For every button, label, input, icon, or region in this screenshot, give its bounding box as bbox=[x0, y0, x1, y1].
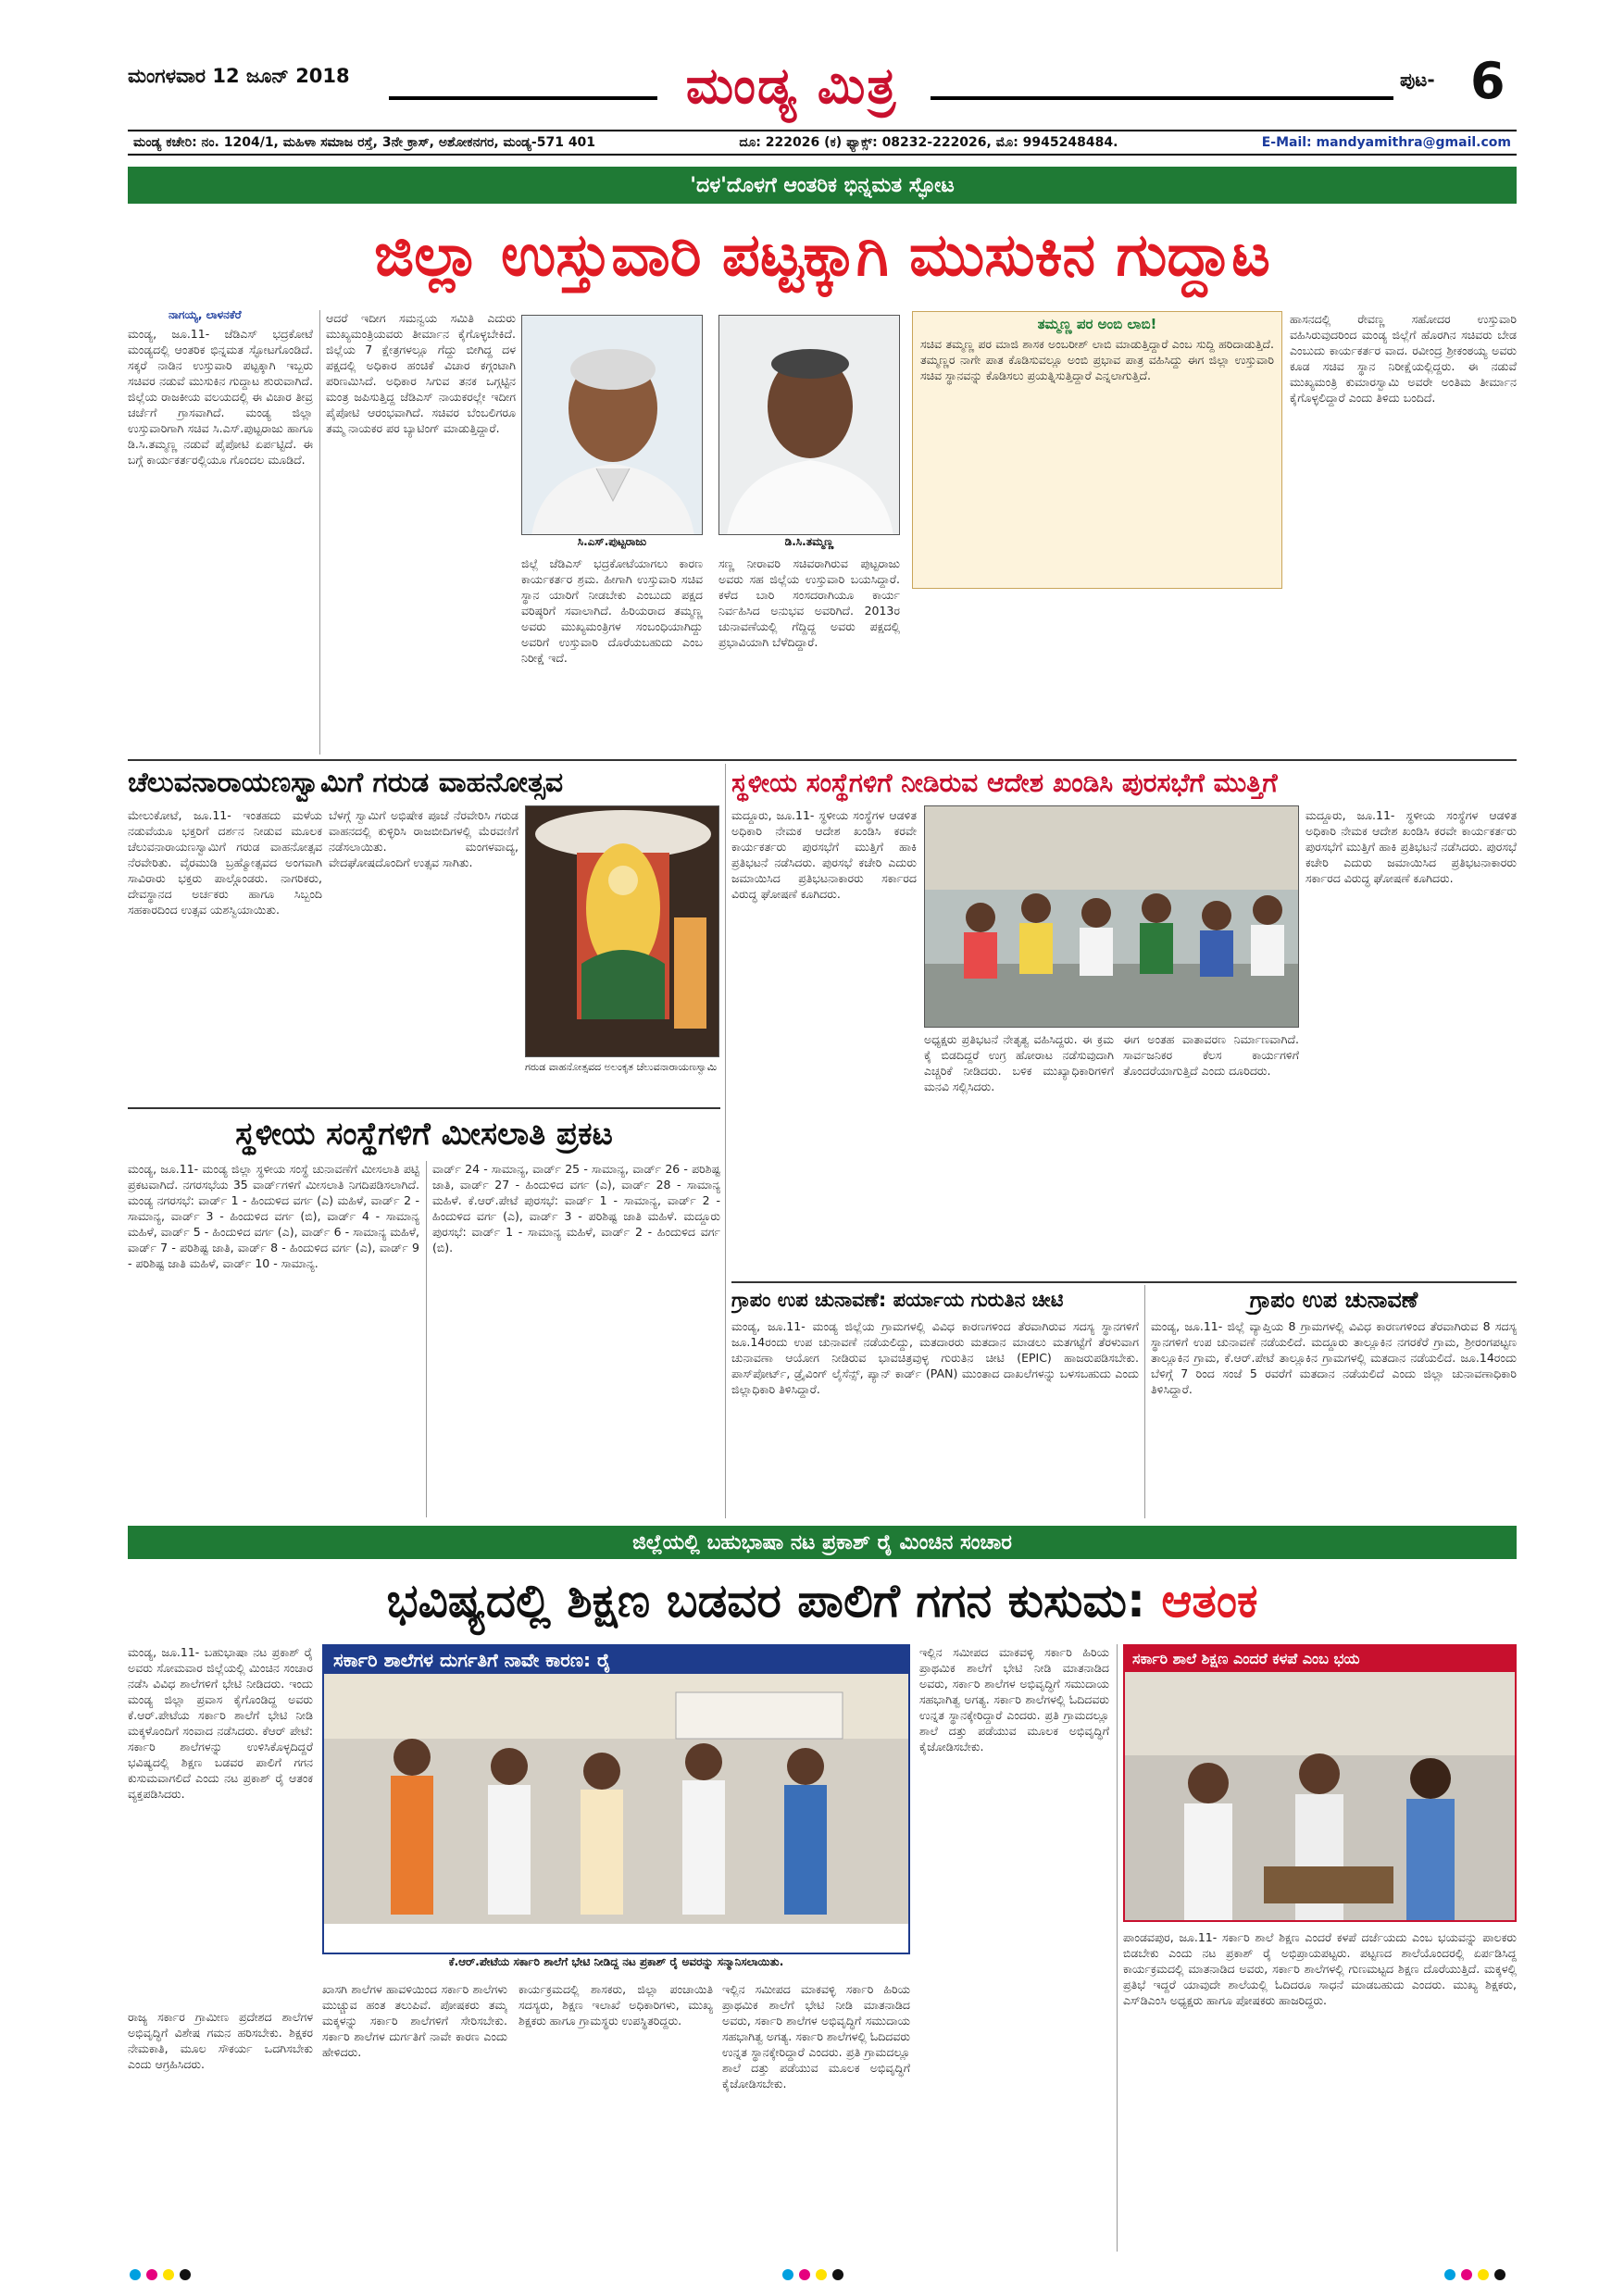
registration-dot bbox=[799, 2269, 810, 2280]
reservation-text-col2: ವಾರ್ಡ್ 24 - ಸಾಮಾನ್ಯ, ವಾರ್ಡ್ 25 - ಸಾಮಾನ್ಯ, ವಾರ್ಡ್ 26 - ಪರಿಶಿಷ್ಟ ಜಾತಿ, ವಾರ್ಡ್ 27 - ಹಿಂದುಳಿದ ವರ್ಗ (ಎ), ವಾರ್ಡ್ 28 - ಸಾಮಾನ್ಯ ಮಹಿಳೆ. ಕೆ.ಆರ್.ಪೇಟೆ ಪುರಸಭೆ: ವಾರ್ಡ್ 1 - ಸಾಮಾನ್ಯ, ವಾರ್ಡ್ 2 - ಹಿಂದುಳಿದ ವರ್ಗ (ಎ), ವಾರ್ಡ್ 3 - ಪರಿಶಿಷ್ಟ ಜಾತಿ ಮಹಿಳೆ. ಮದ್ದೂರು ಪುರಸಭೆ: ವಾರ್ಡ್ 1 - ಸಾಮಾನ್ಯ ಮಹಿಳೆ, ವಾರ್ಡ್ 2 - ಹಿಂದುಳಿದ ವರ್ಗ (ಬಿ). bbox=[432, 1162, 720, 1254]
portrait-tammanna bbox=[718, 315, 900, 535]
registration-dot bbox=[130, 2269, 141, 2280]
registration-dot bbox=[180, 2269, 191, 2280]
garuda-photo bbox=[525, 805, 719, 1057]
lower-story-kicker-text: ಜಿಲ್ಲೆಯಲ್ಲಿ ಬಹುಭಾಷಾ ನಟ ಪ್ರಕಾಶ್ ರೈ ಮಿಂಚಿನ ಸಂಚಾರ bbox=[632, 1530, 1012, 1554]
inner-story-title: ಸರ್ಕಾರಿ ಶಾಲೆಗಳ ದುರ್ಗತಿಗೆ ನಾವೇ ಕಾರಣ: ರೈ bbox=[324, 1646, 908, 1674]
protest-text-col1: ಮದ್ದೂರು, ಜೂ.11- ಸ್ಥಳೀಯ ಸಂಸ್ಥೆಗಳ ಆಡಳಿತ ಅಧಿಕಾರಿ ನೇಮಕ ಆದೇಶ ಖಂಡಿಸಿ ಕರವೇ ಕಾರ್ಯಕರ್ತರು ಪುರಸಭೆಗೆ ಮುತ್ತಿಗೆ ಹಾಕಿ ಪ್ರತಿಭಟನೆ ನಡೆಸಿದರು. ಪುರಸಭೆ ಕಚೇರಿ ಎದುರು ಜಮಾಯಿಸಿದ ಪ್ರತಿಭಟನಾಕಾರರು ಸರ್ಕಾರದ ವಿರುದ್ಧ ಘೋಷಣೆ ಕೂಗಿದರು. bbox=[731, 808, 917, 901]
top-story-col5: ಹಾಸನದಲ್ಲಿ ರೇವಣ್ಣ ಸಹೋದರ ಉಸ್ತುವಾರಿ ವಹಿಸಿರುವುದರಿಂದ ಮಂಡ್ಯ ಜಿಲ್ಲೆಗೆ ಹೊರಗಿನ ಸಚಿವರು ಬೇಡ ಎಂಬುದು ಕಾರ್ಯಕರ್ತರ ವಾದ. ರವೀಂದ್ರ ಶ್ರೀಕಂಠಯ್ಯ ಅವರು ಕೂಡ ಸಚಿವ ಸ್ಥಾನ ನಿರೀಕ್ಷೆಯಲ್ಲಿದ್ದರು. ಈ ನಡುವೆ ಮುಖ್ಯಮಂತ್ರಿ ಕುಮಾರಸ್ವಾಮಿ ಅವರೇ ಅಂತಿಮ ತೀರ್ಮಾನ ಕೈಗೊಳ್ಳಲಿದ್ದಾರೆ ಎಂದು ತಿಳಿದು ಬಂದಿದೆ. bbox=[1290, 312, 1517, 405]
registration-marks-center bbox=[782, 2266, 849, 2284]
page-number: 6 bbox=[1470, 52, 1505, 110]
top-story-headline: ಜಿಲ್ಲಾ ಉಸ್ತುವಾರಿ ಪಟ್ಟಕ್ಕಾಗಿ ಮುಸುಕಿನ ಗುದ್ದಾಟ bbox=[374, 221, 1270, 290]
registration-marks-left bbox=[130, 2266, 196, 2284]
registration-marks-right bbox=[1444, 2266, 1511, 2284]
bypoll-headline: ಗ್ರಾಪಂ ಉಪ ಚುನಾವಣೆ bbox=[1249, 1287, 1418, 1313]
lower-story-kicker bbox=[128, 1526, 1517, 1559]
portrait-tammanna-caption: ಡಿ.ಸಿ.ತಮ್ಮಣ್ಣ bbox=[718, 535, 900, 552]
registration-dot bbox=[146, 2269, 157, 2280]
protest-photo bbox=[924, 805, 1299, 1028]
inner-story-box bbox=[322, 1644, 910, 1954]
portrait-puttaraju-image bbox=[522, 316, 703, 535]
top-story-col2: ಆದರೆ ಇದೀಗ ಸಮನ್ವಯ ಸಮಿತಿ ಎದುರು ಮುಖ್ಯಮಂತ್ರಿಯವರು ತೀರ್ಮಾನ ಕೈಗೊಳ್ಳಬೇಕಿದೆ. ಜಿಲ್ಲೆಯ 7 ಕ್ಷೇತ್ರಗಳಲ್ಲೂ ಗೆದ್ದು ಬೀಗಿದ್ದ ದಳ ಪಕ್ಷದಲ್ಲಿ ಅಧಿಕಾರ ಹಂಚಿಕೆ ವಿಚಾರ ಕಗ್ಗಂಟಾಗಿ ಪರಿಣಮಿಸಿದೆ. ಅಧಿಕಾರ ಸಿಗುವ ತನಕ ಒಗ್ಗಟ್ಟಿನ ಮಂತ್ರ ಜಪಿಸುತ್ತಿದ್ದ ಜೆಡಿಎಸ್ ನಾಯಕರಲ್ಲೇ ಇದೀಗ ಪೈಪೋಟಿ ಆರಂಭವಾಗಿದೆ. ಸಚಿವರ ಬೆಂಬಲಿಗರೂ ತಮ್ಮ ನಾಯಕರ ಪರ ಬ್ಯಾಟಿಂಗ್ ಮಾಡುತ್ತಿದ್ದಾರೆ. bbox=[326, 311, 516, 435]
lobby-sidebar-title: ತಮ್ಮಣ್ಣ ಪರ ಅಂಬಿ ಲಾಬಿ! bbox=[1037, 316, 1157, 332]
registration-dot bbox=[832, 2269, 843, 2280]
office-address: ಮಂಡ್ಯ ಕಚೇರಿ: ನಂ. 1204/1, ಮಹಿಳಾ ಸಮಾಜ ರಸ್ತೆ, 3ನೇ ಕ್ರಾಸ್, ಅಶೋಕನಗರ, ಮಂಡ್ಯ-571 401 bbox=[133, 135, 596, 150]
right-story-photo bbox=[1125, 1672, 1515, 1920]
registration-dot bbox=[1444, 2269, 1455, 2280]
top-story-kicker bbox=[128, 167, 1517, 204]
section-divider bbox=[731, 1281, 1517, 1283]
right-story-box bbox=[1123, 1644, 1517, 1922]
registration-dot bbox=[816, 2269, 827, 2280]
registration-dot bbox=[163, 2269, 174, 2280]
inner-story-caption: ಕೆ.ಆರ್.ಪೇಟೆಯ ಸರ್ಕಾರಿ ಶಾಲೆಗೆ ಭೇಟಿ ನೀಡಿದ್ದ ನಟ ಪ್ರಕಾಶ್ ರೈ ಅವರನ್ನು ಸನ್ಮಾನಿಸಲಾಯಿತು. bbox=[322, 1955, 910, 1974]
lower-story-col1b: ರಾಜ್ಯ ಸರ್ಕಾರ ಗ್ರಾಮೀಣ ಪ್ರದೇಶದ ಶಾಲೆಗಳ ಅಭಿವೃದ್ಧಿಗೆ ವಿಶೇಷ ಗಮನ ಹರಿಸಬೇಕು. ಶಿಕ್ಷಕರ ನೇಮಕಾತಿ, ಮೂಲ ಸೌಕರ್ಯ ಒದಗಿಸಬೇಕು ಎಂದು ಆಗ್ರಹಿಸಿದರು. bbox=[128, 2010, 313, 2071]
masthead-rule-left bbox=[389, 96, 657, 100]
garuda-photo-image bbox=[526, 806, 719, 1057]
lower-story-col2: ಖಾಸಗಿ ಶಾಲೆಗಳ ಹಾವಳಿಯಿಂದ ಸರ್ಕಾರಿ ಶಾಲೆಗಳು ಮುಚ್ಚುವ ಹಂತ ತಲುಪಿವೆ. ಪೋಷಕರು ತಮ್ಮ ಮಕ್ಕಳನ್ನು ಸರ್ಕಾರಿ ಶಾಲೆಗಳಿಗೆ ಸೇರಿಸಬೇಕು. ಸರ್ಕಾರಿ ಶಾಲೆಗಳ ದುರ್ಗತಿಗೆ ನಾವೇ ಕಾರಣ ಎಂದು ಹೇಳಿದರು. bbox=[322, 1982, 507, 2059]
lower-story-col4a: ಇಲ್ಲಿನ ಸಮೀಪದ ಮಾಕವಳ್ಳಿ ಸರ್ಕಾರಿ ಹಿರಿಯ ಪ್ರಾಥಮಿಕ ಶಾಲೆಗೆ ಭೇಟಿ ನೀಡಿ ಮಾತನಾಡಿದ ಅವರು, ಸರ್ಕಾರಿ ಶಾಲೆಗಳ ಅಭಿವೃದ್ಧಿಗೆ ಸಮುದಾಯ ಸಹಭಾಗಿತ್ವ ಅಗತ್ಯ. ಸರ್ಕಾರಿ ಶಾಲೆಗಳಲ್ಲಿ ಓದಿದವರು ಉನ್ನತ ಸ್ಥಾನಕ್ಕೇರಿದ್ದಾರೆ ಎಂದರು. ಪ್ರತಿ ಗ್ರಾಮದಲ್ಲೂ ಶಾಲೆ ದತ್ತು ಪಡೆಯುವ ಮೂಲಕ ಅಭಿವೃದ್ಧಿಗೆ ಕೈಜೋಡಿಸಬೇಕು. bbox=[722, 1982, 910, 2090]
lower-headline-main: ಭವಿಷ್ಯದಲ್ಲಿ ಶಿಕ್ಷಣ ಬಡವರ ಪಾಲಿಗೆ ಗಗನ ಕುಸುಮ: bbox=[386, 1574, 1145, 1628]
garuda-text-col1: ಮೇಲುಕೋಟೆ, ಜೂ.11- ಇಂತಹದು ಮಳೆಯ ನಡುವೆಯೂ ಭಕ್ತರಿಗೆ ದರ್ಶನ ನೀಡುವ ಮೂಲಕ ಚೆಲುವನಾರಾಯಣಸ್ವಾಮಿಗೆ ಗರುಡ ವಾಹನೋತ್ಸವ ನೆರವೇರಿತು. ವೈರಮುಡಿ ಬ್ರಹ್ಮೋತ್ಸವದ ಅಂಗವಾಗಿ ಸಾವಿರಾರು ಭಕ್ತರು ಪಾಲ್ಗೊಂಡರು. ನಾಗರಿಕರು, ದೇವಸ್ಥಾನದ ಅರ್ಚಕರು ಹಾಗೂ ಸಿಬ್ಬಂದಿ ಸಹಕಾರದಿಂದ ಉತ್ಸವ ಯಶಸ್ವಿಯಾಯಿತು. bbox=[128, 808, 322, 917]
lobby-sidebar bbox=[912, 311, 1282, 589]
section-divider bbox=[128, 759, 1517, 761]
issue-date: ಮಂಗಳವಾರ 12 ಜೂನ್ 2018 bbox=[128, 65, 350, 87]
protest-text-col2: ಈಗ ಅಂತಹ ವಾತಾವರಣ ನಿರ್ಮಾಣವಾಗಿದೆ. ಸಾರ್ವಜನಿಕರ ಕೆಲಸ ಕಾರ್ಯಗಳಿಗೆ ತೊಂದರೆಯಾಗುತ್ತಿದೆ ಎಂದು ದೂರಿದರು. bbox=[1123, 1032, 1299, 1078]
registration-dot bbox=[1461, 2269, 1472, 2280]
protest-headline: ಸ್ಥಳೀಯ ಸಂಸ್ಥೆಗಳಿಗೆ ನೀಡಿರುವ ಆದೇಶ ಖಂಡಿಸಿ ಪುರಸಭೆಗೆ ಮುತ್ತಿಗೆ bbox=[731, 767, 1278, 798]
garuda-headline: ಚೆಲುವನಾರಾಯಣಸ್ವಾಮಿಗೆ ಗರುಡ ವಾಹನೋತ್ಸವ bbox=[128, 767, 564, 799]
right-story-title: ಸರ್ಕಾರಿ ಶಾಲೆ ಶಿಕ್ಷಣ ಎಂದರೆ ಕಳಪೆ ಎಂಬ ಭಯ bbox=[1125, 1646, 1515, 1672]
portrait-puttaraju bbox=[521, 315, 703, 535]
reservation-text-col1: ಮಂಡ್ಯ, ಜೂ.11- ಮಂಡ್ಯ ಜಿಲ್ಲಾ ಸ್ಥಳೀಯ ಸಂಸ್ಥೆ ಚುನಾವಣೆಗೆ ಮೀಸಲಾತಿ ಪಟ್ಟಿ ಪ್ರಕಟವಾಗಿದೆ. ನಗರಸಭೆಯ 35 ವಾರ್ಡ್‌ಗಳಿಗೆ ಮೀಸಲಾತಿ ನಿಗದಿಪಡಿಸಲಾಗಿದೆ. ಮಂಡ್ಯ ನಗರಸಭೆ: ವಾರ್ಡ್ 1 - ಹಿಂದುಳಿದ ವರ್ಗ (ಎ) ಮಹಿಳೆ, ವಾರ್ಡ್ 2 - ಸಾಮಾನ್ಯ, ವಾರ್ಡ್ 3 - ಹಿಂದುಳಿದ ವರ್ಗ (ಬಿ), ವಾರ್ಡ್ 4 - ಸಾಮಾನ್ಯ ಮಹಿಳೆ, ವಾರ್ಡ್ 5 - ಹಿಂದುಳಿದ ವರ್ಗ (ಎ), ವಾರ್ಡ್ 6 - ಸಾಮಾನ್ಯ ಮಹಿಳೆ, ವಾರ್ಡ್ 7 - ಪರಿಶಿಷ್ಟ ಜಾತಿ, ವಾರ್ಡ್ 8 - ಹಿಂದುಳಿದ ವರ್ಗ (ಎ), ವಾರ್ಡ್ 9 - ಪರಿಶಿಷ್ಟ ಜಾತಿ ಮಹಿಳೆ, ವಾರ್ಡ್ 10 - ಸಾಮಾನ್ಯ. bbox=[128, 1162, 419, 1270]
lower-story-headline bbox=[128, 1566, 1517, 1635]
garuda-text-col2: ಬೆಳಗ್ಗೆ ಸ್ವಾಮಿಗೆ ಅಭಿಷೇಕ ಪೂಜೆ ನೆರವೇರಿಸಿ ಗರುಡ ವಾಹನದಲ್ಲಿ ಕುಳ್ಳಿರಿಸಿ ರಾಜಬೀದಿಗಳಲ್ಲಿ ಮೆರವಣಿಗೆ ನಡೆಸಲಾಯಿತು. ಮಂಗಳವಾದ್ಯ, ವೇದಘೋಷದೊಂದಿಗೆ ಉತ್ಸವ ಸಾಗಿತು. bbox=[329, 808, 518, 869]
epic-text: ಮಂಡ್ಯ, ಜೂ.11- ಮಂಡ್ಯ ಜಿಲ್ಲೆಯ ಗ್ರಾಮಗಳಲ್ಲಿ ವಿವಿಧ ಕಾರಣಗಳಿಂದ ತೆರವಾಗಿರುವ ಸದಸ್ಯ ಸ್ಥಾನಗಳಿಗೆ ಜೂ.14ರಂದು ಉಪ ಚುನಾವಣೆ ನಡೆಯಲಿದ್ದು, ಮತದಾರರು ಮತದಾನ ಮಾಡಲು ಮತಗಟ್ಟೆಗೆ ತೆರಳುವಾಗ ಚುನಾವಣಾ ಆಯೋಗ ನೀಡಿರುವ ಭಾವಚಿತ್ರವುಳ್ಳ ಗುರುತಿನ ಚೀಟಿ (EPIC) ಹಾಜರುಪಡಿಸಬೇಕು. ಪಾಸ್‌ಪೋರ್ಟ್, ಡ್ರೈವಿಂಗ್ ಲೈಸೆನ್ಸ್, ಪ್ಯಾನ್ ಕಾರ್ಡ್ (PAN) ಮುಂತಾದ ದಾಖಲೆಗಳನ್ನು ಬಳಸಬಹುದು ಎಂದು ಜಿಲ್ಲಾಧಿಕಾರಿ ತಿಳಿಸಿದ್ದಾರೆ. bbox=[731, 1319, 1139, 1396]
masthead-rule-right bbox=[931, 96, 1393, 100]
registration-dot bbox=[782, 2269, 793, 2280]
column-rule bbox=[1144, 1285, 1145, 1518]
lower-story-col1: ಮಂಡ್ಯ, ಜೂ.11- ಬಹುಭಾಷಾ ನಟ ಪ್ರಕಾಶ್ ರೈ ಅವರು ಸೋಮವಾರ ಜಿಲ್ಲೆಯಲ್ಲಿ ಮಿಂಚಿನ ಸಂಚಾರ ನಡೆಸಿ ವಿವಿಧ ಶಾಲೆಗಳಿಗೆ ಭೇಟಿ ನೀಡಿದರು. ಇಂದು ಮಂಡ್ಯ ಜಿಲ್ಲಾ ಪ್ರವಾಸ ಕೈಗೊಂಡಿದ್ದ ಅವರು ಕೆ.ಆರ್.ಪೇಟೆಯ ಸರ್ಕಾರಿ ಶಾಲೆಗೆ ಭೇಟಿ ನೀಡಿ ಮಕ್ಕಳೊಂದಿಗೆ ಸಂವಾದ ನಡೆಸಿದರು. ಕೆಆರ್ ಪೇಟೆ: ಸರ್ಕಾರಿ ಶಾಲೆಗಳನ್ನು ಉಳಿಸಿಕೊಳ್ಳದಿದ್ದರೆ ಭವಿಷ್ಯದಲ್ಲಿ ಶಿಕ್ಷಣ ಬಡವರ ಪಾಲಿಗೆ ಗಗನ ಕುಸುಮವಾಗಲಿದೆ ಎಂದು ನಟ ಪ್ರಕಾಶ್ ರೈ ಆತಂಕ ವ್ಯಕ್ತಪಡಿಸಿದರು. bbox=[128, 1645, 313, 1801]
top-story-byline bbox=[169, 308, 242, 322]
bypoll-text: ಮಂಡ್ಯ, ಜೂ.11- ಜಿಲ್ಲೆ ವ್ಯಾಪ್ತಿಯ 8 ಗ್ರಾಮಗಳಲ್ಲಿ ವಿವಿಧ ಕಾರಣಗಳಿಂದ ತೆರವಾಗಿರುವ 8 ಸದಸ್ಯ ಸ್ಥಾನಗಳಿಗೆ ಉಪ ಚುನಾವಣೆ ನಡೆಯಲಿದೆ. ಮದ್ದೂರು ತಾಲ್ಲೂಕಿನ ನಗರಕೆರೆ ಗ್ರಾಮ, ಶ್ರೀರಂಗಪಟ್ಟಣ ತಾಲ್ಲೂಕಿನ ಗ್ರಾಮ, ಕೆ.ಆರ್.ಪೇಟೆ ತಾಲ್ಲೂಕಿನ ಗ್ರಾಮಗಳಲ್ಲಿ ಮತದಾನ ನಡೆಯಲಿದೆ. ಜೂ.14ರಂದು ಬೆಳಿಗ್ಗೆ 7 ರಿಂದ ಸಂಜೆ 5 ರವರೆಗೆ ಮತದಾನ ನಡೆಯಲಿದೆ ಎಂದು ಜಿಲ್ಲಾ ಚುನಾವಣಾಧಿಕಾರಿ ತಿಳಿಸಿದ್ದಾರೆ. bbox=[1151, 1319, 1517, 1396]
portrait-tammanna-image bbox=[719, 316, 900, 535]
contact-bar bbox=[128, 130, 1517, 156]
right-story-text: ಪಾಂಡವಪುರ, ಜೂ.11- ಸರ್ಕಾರಿ ಶಾಲೆ ಶಿಕ್ಷಣ ಎಂದರೆ ಕಳಪೆ ದರ್ಜೆಯದು ಎಂಬ ಭಯವನ್ನು ಪಾಲಕರು ಬಿಡಬೇಕು ಎಂದು ನಟ ಪ್ರಕಾಶ್ ರೈ ಅಭಿಪ್ರಾಯಪಟ್ಟರು. ಪಟ್ಟಣದ ಶಾಲೆಯೊಂದರಲ್ಲಿ ಏರ್ಪಡಿಸಿದ್ದ ಕಾರ್ಯಕ್ರಮದಲ್ಲಿ ಮಾತನಾಡಿದ ಅವರು, ಸರ್ಕಾರಿ ಶಾಲೆಗಳಲ್ಲಿ ಗುಣಮಟ್ಟದ ಶಿಕ್ಷಣ ದೊರೆಯುತ್ತಿದೆ. ಮಕ್ಕಳಲ್ಲಿ ಪ್ರತಿಭೆ ಇದ್ದರೆ ಯಾವುದೇ ಶಾಲೆಯಲ್ಲಿ ಓದಿದರೂ ಸಾಧನೆ ಮಾಡಬಹುದು ಎಂದರು. ಮುಖ್ಯ ಶಿಕ್ಷಕರು, ಎಸ್‌ಡಿಎಂಸಿ ಅಧ್ಯಕ್ಷರು ಹಾಗೂ ಪೋಷಕರು ಹಾಜರಿದ್ದರು. bbox=[1123, 1930, 1517, 2007]
lower-story-col4: ಇಲ್ಲಿನ ಸಮೀಪದ ಮಾಕವಳ್ಳಿ ಸರ್ಕಾರಿ ಹಿರಿಯ ಪ್ರಾಥಮಿಕ ಶಾಲೆಗೆ ಭೇಟಿ ನೀಡಿ ಮಾತನಾಡಿದ ಅವರು, ಸರ್ಕಾರಿ ಶಾಲೆಗಳ ಅಭಿವೃದ್ಧಿಗೆ ಸಮುದಾಯ ಸಹಭಾಗಿತ್ವ ಅಗತ್ಯ. ಸರ್ಕಾರಿ ಶಾಲೆಗಳಲ್ಲಿ ಓದಿದವರು ಉನ್ನತ ಸ್ಥಾನಕ್ಕೇರಿದ್ದಾರೆ ಎಂದರು. ಪ್ರತಿ ಗ್ರಾಮದಲ್ಲೂ ಶಾಲೆ ದತ್ತು ಪಡೆಯುವ ಮೂಲಕ ಅಭಿವೃದ್ಧಿಗೆ ಕೈಜೋಡಿಸಬೇಕು. bbox=[919, 1645, 1109, 1753]
lower-headline-accent: ಆತಂಕ bbox=[1161, 1574, 1258, 1628]
protest-text-col0: ಅಧ್ಯಕ್ಷರು ಪ್ರತಿಭಟನೆ ನೇತೃತ್ವ ವಹಿಸಿದ್ದರು. ಈ ಕ್ರಮ ಕೈ ಬಿಡದಿದ್ದರೆ ಉಗ್ರ ಹೋರಾಟ ನಡೆಸುವುದಾಗಿ ಎಚ್ಚರಿಕೆ ನೀಡಿದರು. ಬಳಿಕ ಮುಖ್ಯಾಧಿಕಾರಿಗಳಿಗೆ ಮನವಿ ಸಲ್ಲಿಸಿದರು. bbox=[924, 1032, 1114, 1093]
protest-text-col3: ಮದ್ದೂರು, ಜೂ.11- ಸ್ಥಳೀಯ ಸಂಸ್ಥೆಗಳ ಆಡಳಿತ ಅಧಿಕಾರಿ ನೇಮಕ ಆದೇಶ ಖಂಡಿಸಿ ಕರವೇ ಕಾರ್ಯಕರ್ತರು ಪುರಸಭೆಗೆ ಮುತ್ತಿಗೆ ಹಾಕಿ ಪ್ರತಿಭಟನೆ ನಡೆಸಿದರು. ಪುರಸಭೆ ಕಚೇರಿ ಎದುರು ಜಮಾಯಿಸಿದ ಪ್ರತಿಭಟನಾಕಾರರು ಸರ್ಕಾರದ ವಿರುದ್ಧ ಘೋಷಣೆ ಕೂಗಿದರು. bbox=[1305, 808, 1517, 885]
registration-dot bbox=[1478, 2269, 1489, 2280]
lower-story-col3: ಕಾರ್ಯಕ್ರಮದಲ್ಲಿ ಶಾಸಕರು, ಜಿಲ್ಲಾ ಪಂಚಾಯಿತಿ ಸದಸ್ಯರು, ಶಿಕ್ಷಣ ಇಲಾಖೆ ಅಧಿಕಾರಿಗಳು, ಮುಖ್ಯ ಶಿಕ್ಷಕರು ಹಾಗೂ ಗ್ರಾಮಸ್ಥರು ಉಪಸ್ಥಿತರಿದ್ದರು. bbox=[518, 1982, 713, 2028]
byline-text: ನಾಗಯ್ಯ, ಲಾಳನಕೆರೆ bbox=[169, 308, 242, 321]
garuda-caption: ಗರುಡ ವಾಹನೋತ್ಸವದ ಅಲಂಕೃತ ಚೆಲುವನಾರಾಯಣಸ್ವಾಮಿ bbox=[525, 1061, 719, 1102]
top-story-col3: ಜಿಲ್ಲೆ ಜೆಡಿಎಸ್ ಭದ್ರಕೋಟೆಯಾಗಲು ಕಾರಣ ಕಾರ್ಯಕರ್ತರ ಶ್ರಮ. ಹೀಗಾಗಿ ಉಸ್ತುವಾರಿ ಸಚಿವ ಸ್ಥಾನ ಯಾರಿಗೆ ನೀಡಬೇಕು ಎಂಬುದು ಪಕ್ಷದ ವರಿಷ್ಠರಿಗೆ ಸವಾಲಾಗಿದೆ. ಹಿರಿಯರಾದ ತಮ್ಮಣ್ಣ ಅವರು ಮುಖ್ಯಮಂತ್ರಿಗಳ ಸಂಬಂಧಿಯಾಗಿದ್ದು ಅವರಿಗೆ ಉಸ್ತುವಾರಿ ದೊರೆಯಬಹುದು ಎಂಬ ನಿರೀಕ್ಷೆ ಇದೆ. bbox=[521, 556, 703, 665]
section-divider bbox=[128, 1107, 720, 1109]
epic-headline: ಗ್ರಾಪಂ ಉಪ ಚುನಾವಣೆ: ಪರ್ಯಾಯ ಗುರುತಿನ ಚೀಟಿ bbox=[731, 1289, 1064, 1311]
top-story-col4: ಸಣ್ಣ ನೀರಾವರಿ ಸಚಿವರಾಗಿರುವ ಪುಟ್ಟರಾಜು ಅವರು ಸಹ ಜಿಲ್ಲೆಯ ಉಸ್ತುವಾರಿ ಬಯಸಿದ್ದಾರೆ. ಕಳೆದ ಬಾರಿ ಸಂಸದರಾಗಿಯೂ ಕಾರ್ಯ ನಿರ್ವಹಿಸಿದ ಅನುಭವ ಅವರಿಗಿದೆ. 2013ರ ಚುನಾವಣೆಯಲ್ಲಿ ಗೆದ್ದಿದ್ದ ಅವರು ಪಕ್ಷದಲ್ಲಿ ಪ್ರಭಾವಿಯಾಗಿ ಬೆಳೆದಿದ್ದಾರೆ. bbox=[718, 556, 900, 649]
top-story-col1: ಮಂಡ್ಯ, ಜೂ.11- ಜೆಡಿಎಸ್ ಭದ್ರಕೋಟೆ ಮಂಡ್ಯದಲ್ಲಿ ಆಂತರಿಕ ಭಿನ್ನಮತ ಸ್ಫೋಟಗೊಂಡಿದೆ. ಸಕ್ಕರೆ ನಾಡಿನ ಉಸ್ತುವಾರಿ ಪಟ್ಟಕ್ಕಾಗಿ ಇಬ್ಬರು ಸಚಿವರ ನಡುವೆ ಮುಸುಕಿನ ಗುದ್ದಾಟ ಶುರುವಾಗಿದೆ. ಜಿಲ್ಲೆಯ ರಾಜಕೀಯ ವಲಯದಲ್ಲಿ ಈ ವಿಚಾರ ತೀವ್ರ ಚರ್ಚೆಗೆ ಗ್ರಾಸವಾಗಿದೆ. ಮಂಡ್ಯ ಜಿಲ್ಲಾ ಉಸ್ತುವಾರಿಗಾಗಿ ಸಚಿವ ಸಿ.ಎಸ್.ಪುಟ್ಟರಾಜು ಹಾಗೂ ಡಿ.ಸಿ.ತಮ್ಮಣ್ಣ ನಡುವೆ ಪೈಪೋಟಿ ಏರ್ಪಟ್ಟಿದೆ. ಈ ಬಗ್ಗೆ ಕಾರ್ಯಕರ್ತರಲ್ಲಿಯೂ ಗೊಂದಲ ಮೂಡಿದೆ. bbox=[128, 327, 313, 467]
protest-photo-image bbox=[925, 806, 1299, 1028]
email-address: E-Mail: mandyamithra@gmail.com bbox=[1261, 135, 1511, 150]
lobby-sidebar-text: ಸಚಿವ ತಮ್ಮಣ್ಣ ಪರ ಮಾಜಿ ಶಾಸಕ ಅಂಬರೀಶ್ ಲಾಬಿ ಮಾಡುತ್ತಿದ್ದಾರೆ ಎಂಬ ಸುದ್ದಿ ಹರಿದಾಡುತ್ತಿದೆ. ತಮ್ಮಣ್ಣರ ನಾಗೇ ಪಾತ ಕೊಡಿಸುವಲ್ಲೂ ಅಂಬಿ ಪ್ರಭಾವ ಪಾತ್ರ ವಹಿಸಿದ್ದು ಈಗ ಜಿಲ್ಲಾ ಉಸ್ತುವಾರಿ ಸಚಿವ ಸ್ಥಾನವನ್ನು ಕೊಡಿಸಲು ಪ್ರಯತ್ನಿಸುತ್ತಿದ್ದಾರೆ ಎನ್ನಲಾಗುತ್ತಿದೆ. bbox=[920, 337, 1274, 382]
page-label: ಪುಟ- bbox=[1400, 69, 1435, 91]
phone-numbers: ದೂ: 222026 (ಕ) ಫ್ಯಾಕ್ಸ್: 08232-222026, ಮೊ: 9945248484. bbox=[739, 135, 1118, 150]
portrait-puttaraju-caption: ಸಿ.ಎಸ್.ಪುಟ್ಟರಾಜು bbox=[521, 535, 703, 552]
column-rule bbox=[319, 310, 320, 755]
column-rule bbox=[1117, 1644, 1118, 2252]
column-rule bbox=[725, 764, 726, 1518]
top-story-kicker-text: 'ದಳ'ದೊಳಗೆ ಆಂತರಿಕ ಭಿನ್ನಮತ ಸ್ಫೋಟ bbox=[690, 173, 955, 197]
newspaper-title: ಮಂಡ್ಯ ಮಿತ್ರ bbox=[685, 56, 898, 115]
column-rule bbox=[426, 1161, 427, 1517]
inner-story-photo bbox=[324, 1674, 908, 1924]
reservation-headline: ಸ್ಥಳೀಯ ಸಂಸ್ಥೆಗಳಿಗೆ ಮೀಸಲಾತಿ ಪ್ರಕಟ bbox=[235, 1116, 613, 1153]
registration-dot bbox=[1494, 2269, 1505, 2280]
